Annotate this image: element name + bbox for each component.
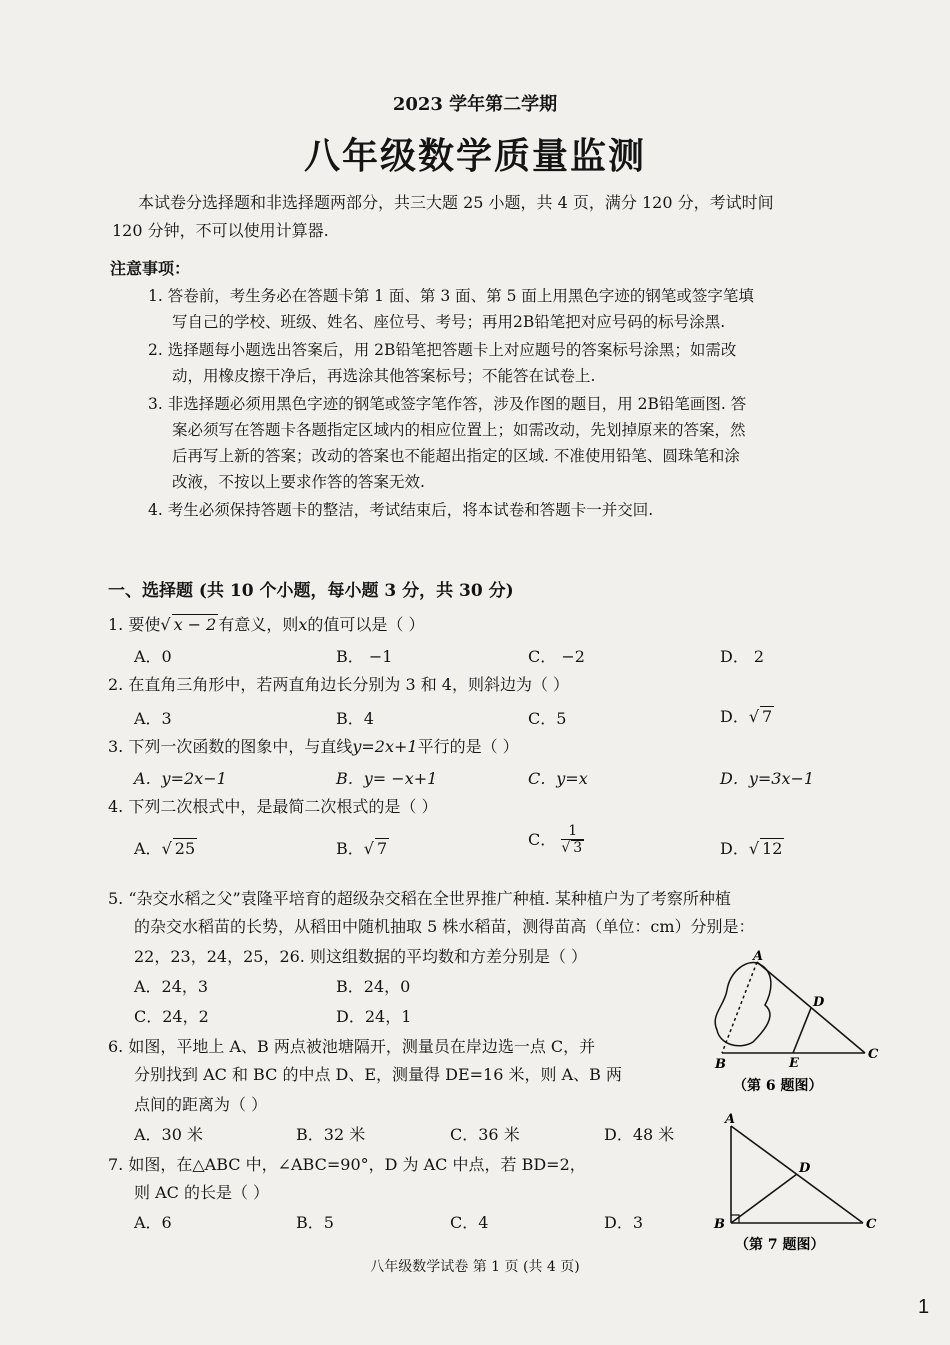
segment-bd [731,1174,797,1223]
option-c: C．36 米 [450,1125,520,1144]
option-c: C．5 [528,709,567,728]
option-a: A．30 米 [134,1125,204,1144]
pond-outline [715,963,771,1046]
notice-line: 3. 非选择题必须用黑色字迹的钢笔或签字笔作答，涉及作图的题目，用 2B铅笔画图. 答 [148,395,747,413]
option-d: D．3 [604,1213,644,1232]
option-c: C． −2 [528,647,585,666]
figure-6 [705,950,895,1100]
label-a: A [753,950,764,964]
question-7-line: 则 AC 的长是（ ） [134,1183,270,1202]
question-6-line: 点间的距离为（ ） [134,1095,268,1114]
option-a: A．6 [134,1213,172,1232]
notice-heading: 注意事项： [110,259,191,278]
question-5-line: 22，23，24，25，26. 则这组数据的平均数和方差分别是（ ） [134,947,588,966]
label-c: C [868,1047,879,1062]
option-c: C．24，2 [134,1007,209,1026]
option-a: A．y=2x−1 [134,769,227,788]
notice-line: 改液，不按以上要求作答的答案无效. [172,473,425,491]
option-b: B．y= −x+1 [336,769,438,788]
option-b: B．32 米 [296,1125,366,1144]
exam-year: 2023 学年第二学期 [392,94,558,115]
option-c: C．4 [450,1213,489,1232]
label-d: D [813,995,825,1010]
page-number: 1 [918,1296,930,1318]
notice-line: 2. 选择题每小题选出答案后，用 2B铅笔把答题卡上对应题号的答案标号涂黑；如需改 [148,341,737,359]
question-1-stem: 1. 要使√ x − 2 有意义，则x的值可以是（ ） [108,615,425,634]
segment-ab-dashed [722,962,757,1053]
option-d: D．48 米 [604,1125,675,1144]
option-c: C．y=x [528,769,588,788]
option-b: B．4 [336,709,374,728]
notice-line: 动，用橡皮擦干净后，再选涂其他答案标号；不能答在试卷上. [172,367,596,385]
label-b: B [715,1057,726,1072]
option-d: D．24，1 [336,1007,412,1026]
notice-line: 1. 答卷前，考生务必在答题卡第 1 面、第 3 面、第 5 面上用黑色字迹的钢笔或签字笔填 [148,287,754,305]
option-a: A．0 [134,647,172,666]
option-a: A．24，3 [134,977,209,996]
notice-line: 案必须写在答题卡各题指定区域内的相应位置上；如需改动，先划掉原来的答案，然 [172,421,746,439]
option-b: B．√ 7 [336,839,388,858]
question-7-line: 7. 如图，在△ABC 中，∠ABC=90°，D 为 AC 中点，若 BD=2， [108,1155,586,1174]
question-4-stem: 4. 下列二次根式中，是最简二次根式的是（ ） [108,797,438,816]
question-5-line: 5. “杂交水稻之父”袁隆平培育的超级杂交稻在全世界推广种植. 某种植户为了考察所种植 [108,889,731,908]
question-3-stem: 3. 下列一次函数的图象中，与直线y=2x+1平行的是（ ） [108,737,519,756]
option-d: D．√ 7 [720,707,773,726]
figure-6-caption: （第 6 题图） [733,1078,823,1094]
option-d: D．y=3x−1 [720,769,815,788]
figure-7-caption: （第 7 题图） [735,1237,825,1253]
notice-line: 4. 考生必须保持答题卡的整洁，考试结束后，将本试卷和答题卡一并交回. [148,501,654,519]
option-d: D．√ 12 [720,839,783,858]
option-a: A．√ 25 [134,839,196,858]
label-e: E [789,1056,799,1071]
question-5-line: 的杂交水稻苗的长势，从稻田中随机抽取 5 株水稻苗，测得苗高（单位：cm）分别是： [134,917,755,936]
label-c: C [866,1217,877,1232]
page-footer: 八年级数学试卷 第 1 页 (共 4 页) [370,1259,580,1275]
label-d: D [799,1161,811,1176]
question-6-line: 6. 如图，平地上 A、B 两点被池塘隔开，测量员在岸边选一点 C，并 [108,1037,596,1056]
option-a: A．3 [134,709,172,728]
option-b: B． −1 [336,647,393,666]
option-d: D． 2 [720,647,765,666]
segment-de [793,1008,811,1053]
intro-line-1: 本试卷分选择题和非选择题两部分，共三大题 25 小题，共 4 页，满分 120 分，考试时间 [138,193,774,212]
intro-line-2: 120 分钟，不可以使用计算器. [112,221,329,240]
label-b: B [714,1217,725,1232]
option-b: B．24，0 [336,977,411,996]
option-b: B．5 [296,1213,334,1232]
figure-7 [705,1108,895,1253]
page-title: 八年级数学质量监测 [303,135,646,177]
notice-line: 写自己的学校、班级、姓名、座位号、考号；再用2B铅笔把对应号码的标号涂黑. [172,313,726,331]
question-6-line: 分别找到 AC 和 BC 的中点 D、E，测量得 DE=16 米，则 A、B 两 [134,1065,622,1084]
option-c: C． $\frac{1}{√ 3}$ [528,823,583,857]
section-heading: 一、选择题 (共 10 个小题，每小题 3 分，共 30 分) [108,581,514,601]
segment-ac [757,962,865,1053]
question-2-stem: 2. 在直角三角形中，若两直角边长分别为 3 和 4，则斜边为（ ） [108,675,570,694]
label-a: A [725,1112,736,1127]
notice-line: 后再写上新的答案；改动的答案也不能超出指定的区域. 不准使用铅笔、圆珠笔和涂 [172,447,740,465]
